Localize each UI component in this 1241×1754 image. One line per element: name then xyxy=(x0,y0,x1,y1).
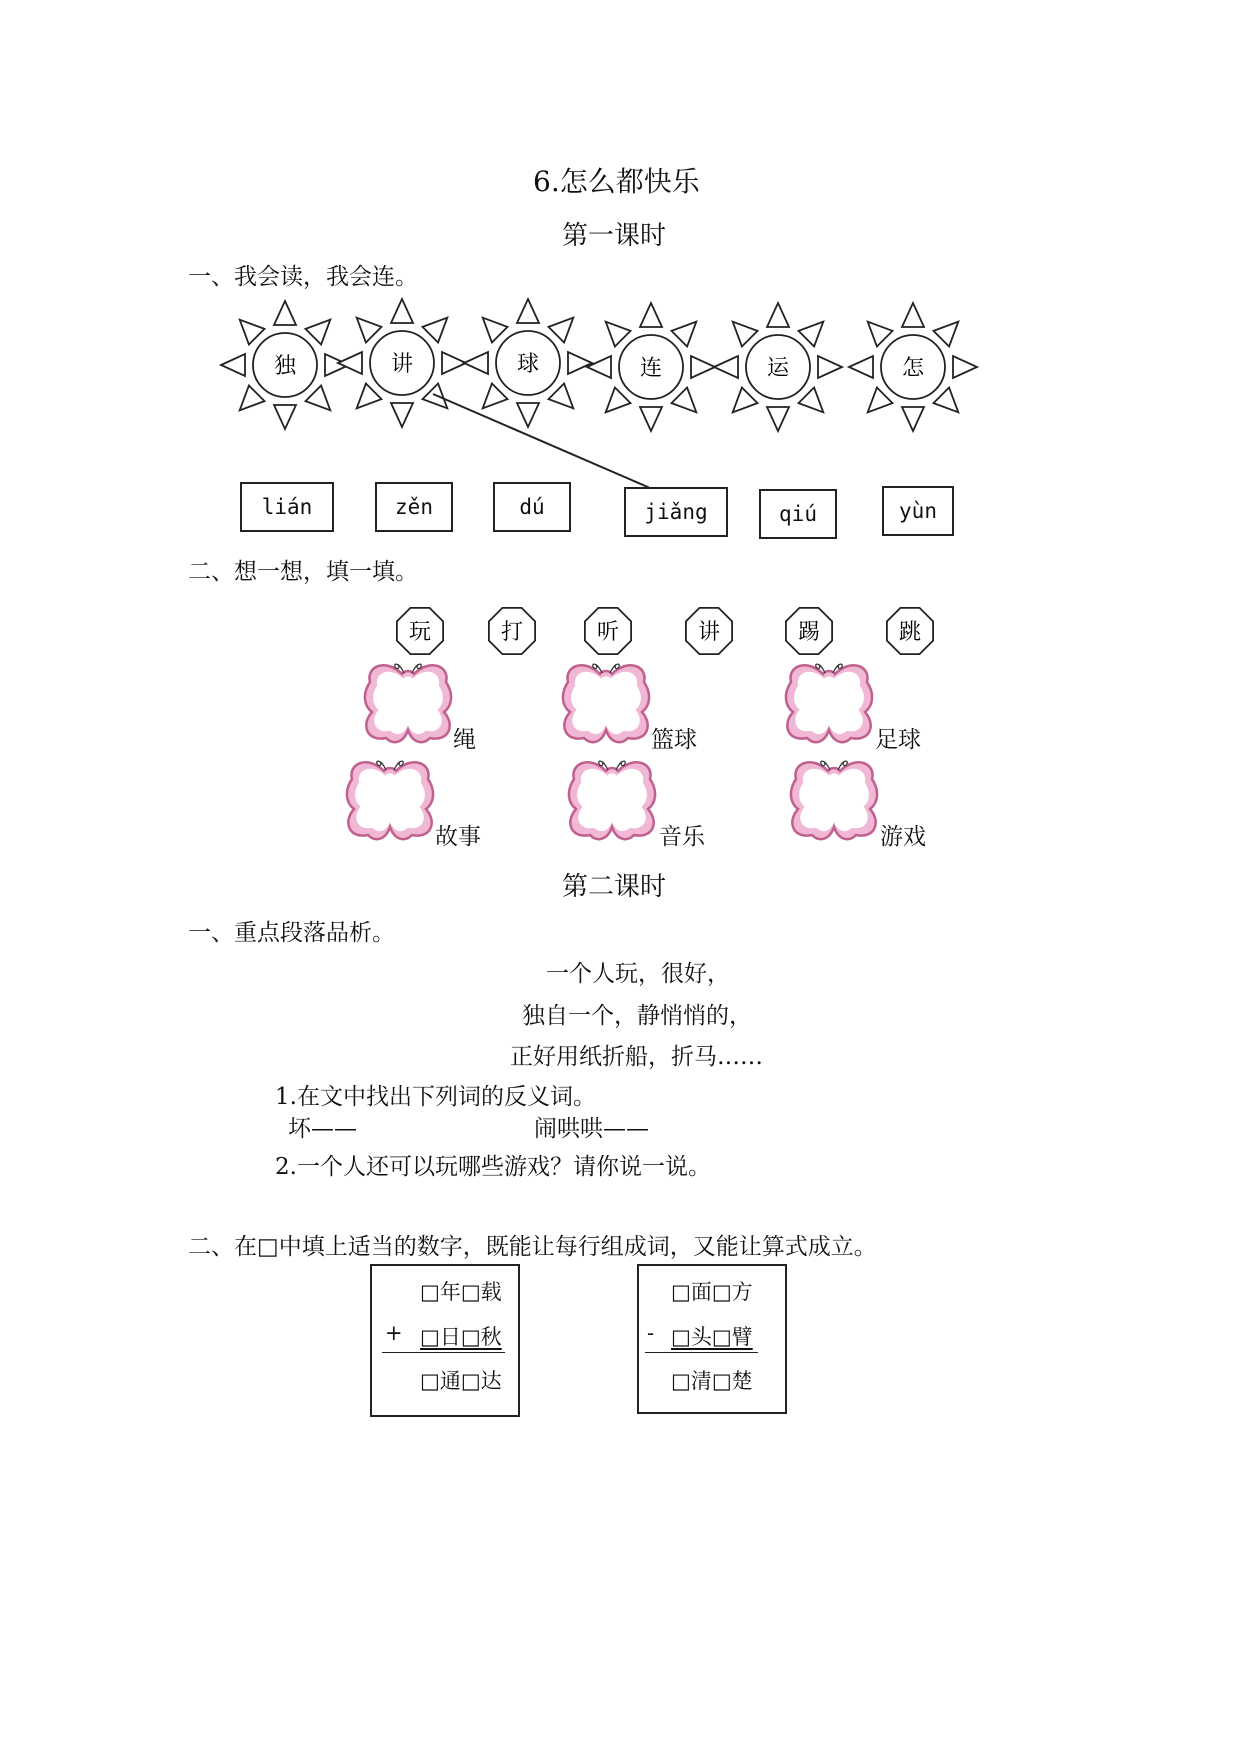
sun-ray xyxy=(338,352,362,374)
sun-row xyxy=(0,290,1241,490)
pinyin-box-4[interactable]: jiǎng xyxy=(624,487,728,537)
sun-ray xyxy=(672,322,697,347)
sun-3 xyxy=(464,299,592,427)
equation-right-line-2[interactable]: □头□臂 xyxy=(671,1325,753,1349)
verb-octagon-1[interactable] xyxy=(397,608,443,654)
butterfly-blank-2[interactable] xyxy=(563,664,649,742)
part2-section-2-heading: 二、在□中填上适当的数字，既能让每行组成词，又能让算式成立。 xyxy=(188,1234,877,1260)
equation-box-right xyxy=(637,1264,787,1414)
section-1-heading: 一、我会读，我会连。 xyxy=(188,264,418,290)
butterfly-inner xyxy=(374,672,443,734)
sun-ray xyxy=(221,354,245,376)
equation-left-operator: + xyxy=(385,1321,403,1345)
sun-ray xyxy=(818,356,842,378)
sun-ray xyxy=(733,322,758,347)
sun-ray xyxy=(767,303,789,327)
sun-character: 连 xyxy=(639,356,663,381)
sun-character: 怎 xyxy=(901,356,925,381)
equation-left-line-3[interactable]: □通□达 xyxy=(420,1369,502,1393)
verb-octagon-5[interactable] xyxy=(786,608,832,654)
butterfly-word-2: 篮球 xyxy=(651,727,697,753)
sun-5 xyxy=(714,303,842,431)
sun-ray xyxy=(357,384,382,409)
butterfly-blank-6[interactable] xyxy=(791,761,877,839)
butterfly-blank-4[interactable] xyxy=(347,761,433,839)
period-2-heading: 第二课时 xyxy=(562,872,667,902)
equation-left-line-1[interactable]: □年□载 xyxy=(420,1280,502,1304)
sun-ray xyxy=(464,352,488,374)
sun-ray xyxy=(799,322,824,347)
sun-ray xyxy=(391,403,413,427)
sun-ray xyxy=(606,388,631,413)
butterfly-blank-5[interactable] xyxy=(569,761,655,839)
butterfly-inner xyxy=(578,769,647,831)
sun-ray xyxy=(517,403,539,427)
butterfly-inner xyxy=(356,769,425,831)
sun-ray xyxy=(549,318,574,343)
sun-ray xyxy=(902,303,924,327)
pinyin-box-6[interactable]: yùn xyxy=(882,486,954,536)
butterfly-word-5: 音乐 xyxy=(659,824,705,850)
sun-ray xyxy=(934,322,959,347)
verb-octagon-6[interactable] xyxy=(887,608,933,654)
verb-octagon-3[interactable] xyxy=(585,608,631,654)
sun-ray xyxy=(691,356,715,378)
verb-character: 踢 xyxy=(797,620,821,645)
sun-ray xyxy=(868,388,893,413)
butterfly-blank-3[interactable] xyxy=(786,664,872,742)
sun-2 xyxy=(338,299,466,427)
butterfly-word-6: 游戏 xyxy=(880,824,926,850)
sun-ray xyxy=(799,388,824,413)
butterfly-word-4: 故事 xyxy=(435,824,481,850)
part2-section-1-heading: 一、重点段落品析。 xyxy=(188,920,395,946)
equation-box-left xyxy=(370,1264,520,1417)
sun-ray xyxy=(391,299,413,323)
antonym-prompt-b[interactable]: 闹哄哄—— xyxy=(534,1116,649,1142)
butterfly-inner xyxy=(572,672,641,734)
equation-right-operator: - xyxy=(647,1321,655,1345)
poem-line-1: 一个人玩，很好， xyxy=(546,961,730,987)
sun-ray xyxy=(357,318,382,343)
equation-left-line-2[interactable]: □日□秋 xyxy=(420,1325,502,1349)
sun-ray xyxy=(606,322,631,347)
pinyin-box-1[interactable]: lián xyxy=(240,482,334,532)
pinyin-box-3[interactable]: dú xyxy=(493,482,571,532)
verb-character: 讲 xyxy=(697,620,721,645)
sun-ray xyxy=(240,386,265,411)
sun-ray xyxy=(767,407,789,431)
sun-ray xyxy=(306,386,331,411)
butterfly-inner xyxy=(800,769,869,831)
sun-ray xyxy=(423,318,448,343)
antonym-prompt-a[interactable]: 坏—— xyxy=(288,1116,357,1142)
sun-ray xyxy=(274,301,296,325)
verb-character: 听 xyxy=(596,620,620,645)
sun-ray xyxy=(640,407,662,431)
sun-1 xyxy=(221,301,349,429)
pinyin-box-5[interactable]: qiú xyxy=(759,489,837,539)
sun-ray xyxy=(274,405,296,429)
sun-ray xyxy=(902,407,924,431)
verb-octagon-4[interactable] xyxy=(686,608,732,654)
sun-6 xyxy=(849,303,977,431)
pinyin-box-2[interactable]: zěn xyxy=(375,482,453,532)
sun-character: 球 xyxy=(516,352,540,377)
sun-ray xyxy=(517,299,539,323)
sun-ray xyxy=(733,388,758,413)
poem-line-3: 正好用纸折船，折马…… xyxy=(510,1044,763,1070)
sun-character: 独 xyxy=(273,354,297,379)
equation-right-line-1[interactable]: □面□方 xyxy=(671,1280,753,1304)
sun-ray xyxy=(587,356,611,378)
butterfly-word-3: 足球 xyxy=(875,727,921,753)
sun-ray xyxy=(568,352,592,374)
sun-ray xyxy=(934,388,959,413)
sun-ray xyxy=(849,356,873,378)
butterfly-grid xyxy=(0,652,1241,852)
sun-4 xyxy=(587,303,715,431)
section-2-heading: 二、想一想，填一填。 xyxy=(188,559,418,585)
sun-ray xyxy=(549,384,574,409)
sun-ray xyxy=(640,303,662,327)
sun-ray xyxy=(672,388,697,413)
sun-character: 讲 xyxy=(390,352,414,377)
equation-right-rule xyxy=(645,1352,758,1353)
verb-octagon-2[interactable] xyxy=(489,608,535,654)
question-1: 1.在文中找出下列词的反义词。 xyxy=(275,1084,596,1110)
sun-ray xyxy=(483,318,508,343)
question-2: 2.一个人还可以玩哪些游戏？请你说一说。 xyxy=(275,1154,711,1180)
verb-character: 玩 xyxy=(408,620,432,645)
sun-ray xyxy=(953,356,977,378)
lesson-title: 6.怎么都快乐 xyxy=(533,165,700,198)
sun-character: 运 xyxy=(766,356,790,381)
sun-ray xyxy=(240,320,265,345)
butterfly-word-1: 绳 xyxy=(453,727,476,753)
butterfly-blank-1[interactable] xyxy=(365,664,451,742)
equation-left-rule xyxy=(382,1352,505,1353)
poem-line-2: 独自一个，静悄悄的， xyxy=(522,1003,752,1029)
period-1-heading: 第一课时 xyxy=(562,221,667,251)
verb-character: 跳 xyxy=(898,620,922,645)
sun-ray xyxy=(483,384,508,409)
equation-right-line-3[interactable]: □清□楚 xyxy=(671,1369,753,1393)
sun-ray xyxy=(714,356,738,378)
verb-character: 打 xyxy=(500,620,524,645)
sun-ray xyxy=(868,322,893,347)
sun-ray xyxy=(306,320,331,345)
butterfly-inner xyxy=(795,672,864,734)
